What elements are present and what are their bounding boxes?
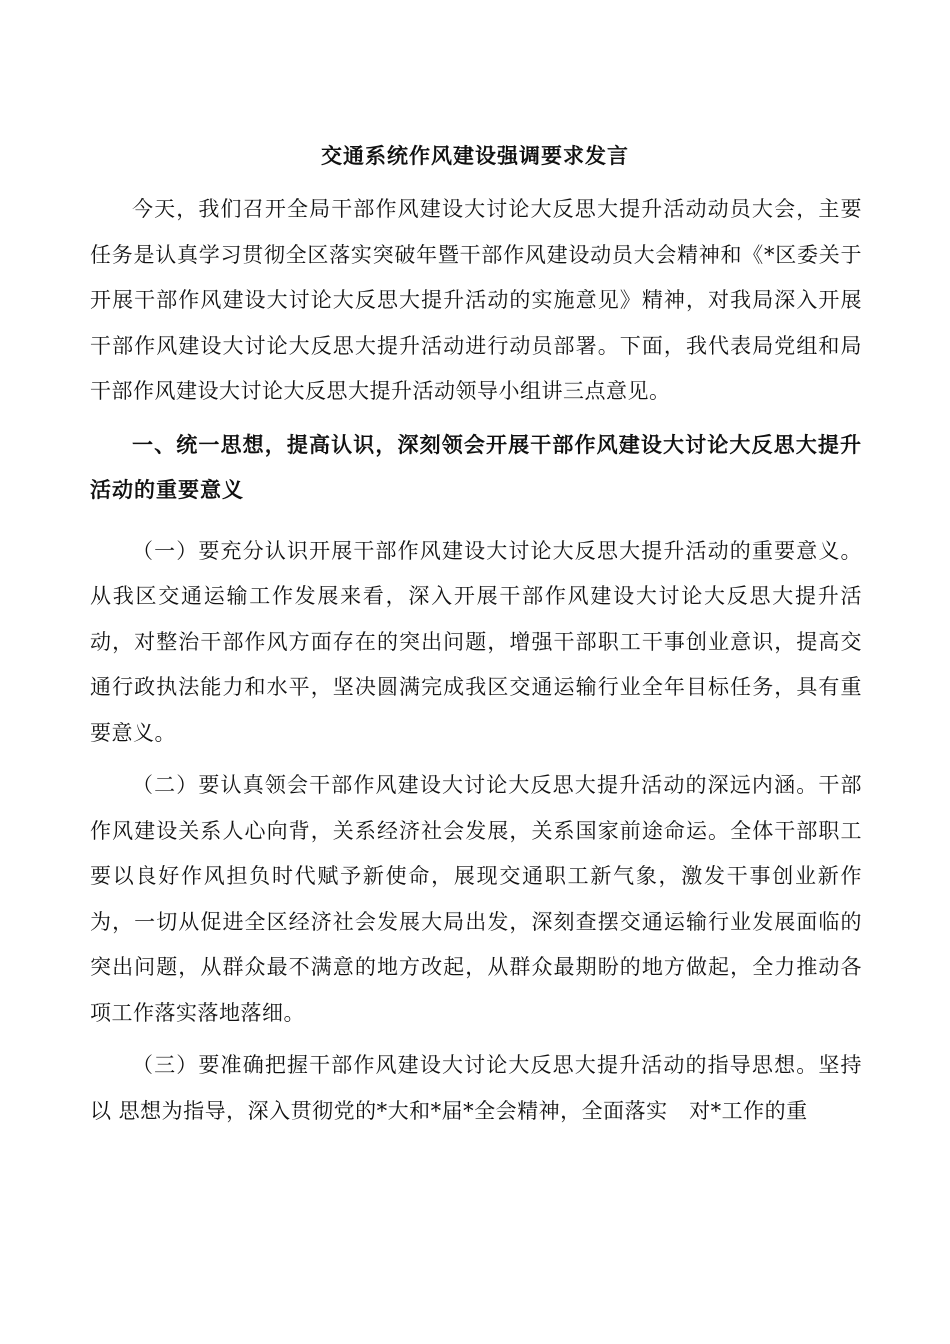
document-title: 交通系统作风建设强调要求发言 <box>321 143 629 168</box>
paragraph-item-1: （一）要充分认识开展干部作风建设大讨论大反思大提升活动的重要意义。从我区交通运输工作发展来看，深入开展干部作风建设大讨论大反思大提升活动，对整治干部作风方面存在的突出问题，增强干部职工干事创业意识，提高交通行政执法能力和水平，坚决圆满完成我区交通运输行业全年目标任务，具有重要意义。 <box>90 538 862 745</box>
document-body <box>90 187 862 1141</box>
paragraph-item-3: （三）要准确把握干部作风建设大讨论大反思大提升活动的指导思想。坚持以 思想为指导，深入贯彻党的*大和*届*全会精神，全面落实 对*工作的重 <box>90 1053 862 1123</box>
section-heading-1: 一、统一思想，提高认识，深刻领会开展干部作风建设大讨论大反思大提升活动的重要意义 <box>90 431 862 502</box>
intro-paragraph: 今天，我们召开全局干部作风建设大讨论大反思大提升活动动员大会，主要任务是认真学习贯彻全区落实突破年暨干部作风建设动员大会精神和《*区委关于开展干部作风建设大讨论大反思大提升活动的实施意见》精神，对我局深入开展干部作风建设大讨论大反思大提升活动进行动员部署。下面，我代表局党组和局干部作风建设大讨论大反思大提升活动领导小组讲三点意见。 <box>90 197 862 403</box>
paragraph-item-2: （二）要认真领会干部作风建设大讨论大反思大提升活动的深远内涵。干部作风建设关系人心向背，关系经济社会发展，关系国家前途命运。全体干部职工要以良好作风担负时代赋予新使命，展现交通职工新气象，激发干事创业新作为，一切从促进全区经济社会发展大局出发，深刻查摆交通运输行业发展面临的突出问题，从群众最不满意的地方改起，从群众最期盼的地方做起，全力推动各项工作落实落地落细。 <box>90 773 862 1025</box>
